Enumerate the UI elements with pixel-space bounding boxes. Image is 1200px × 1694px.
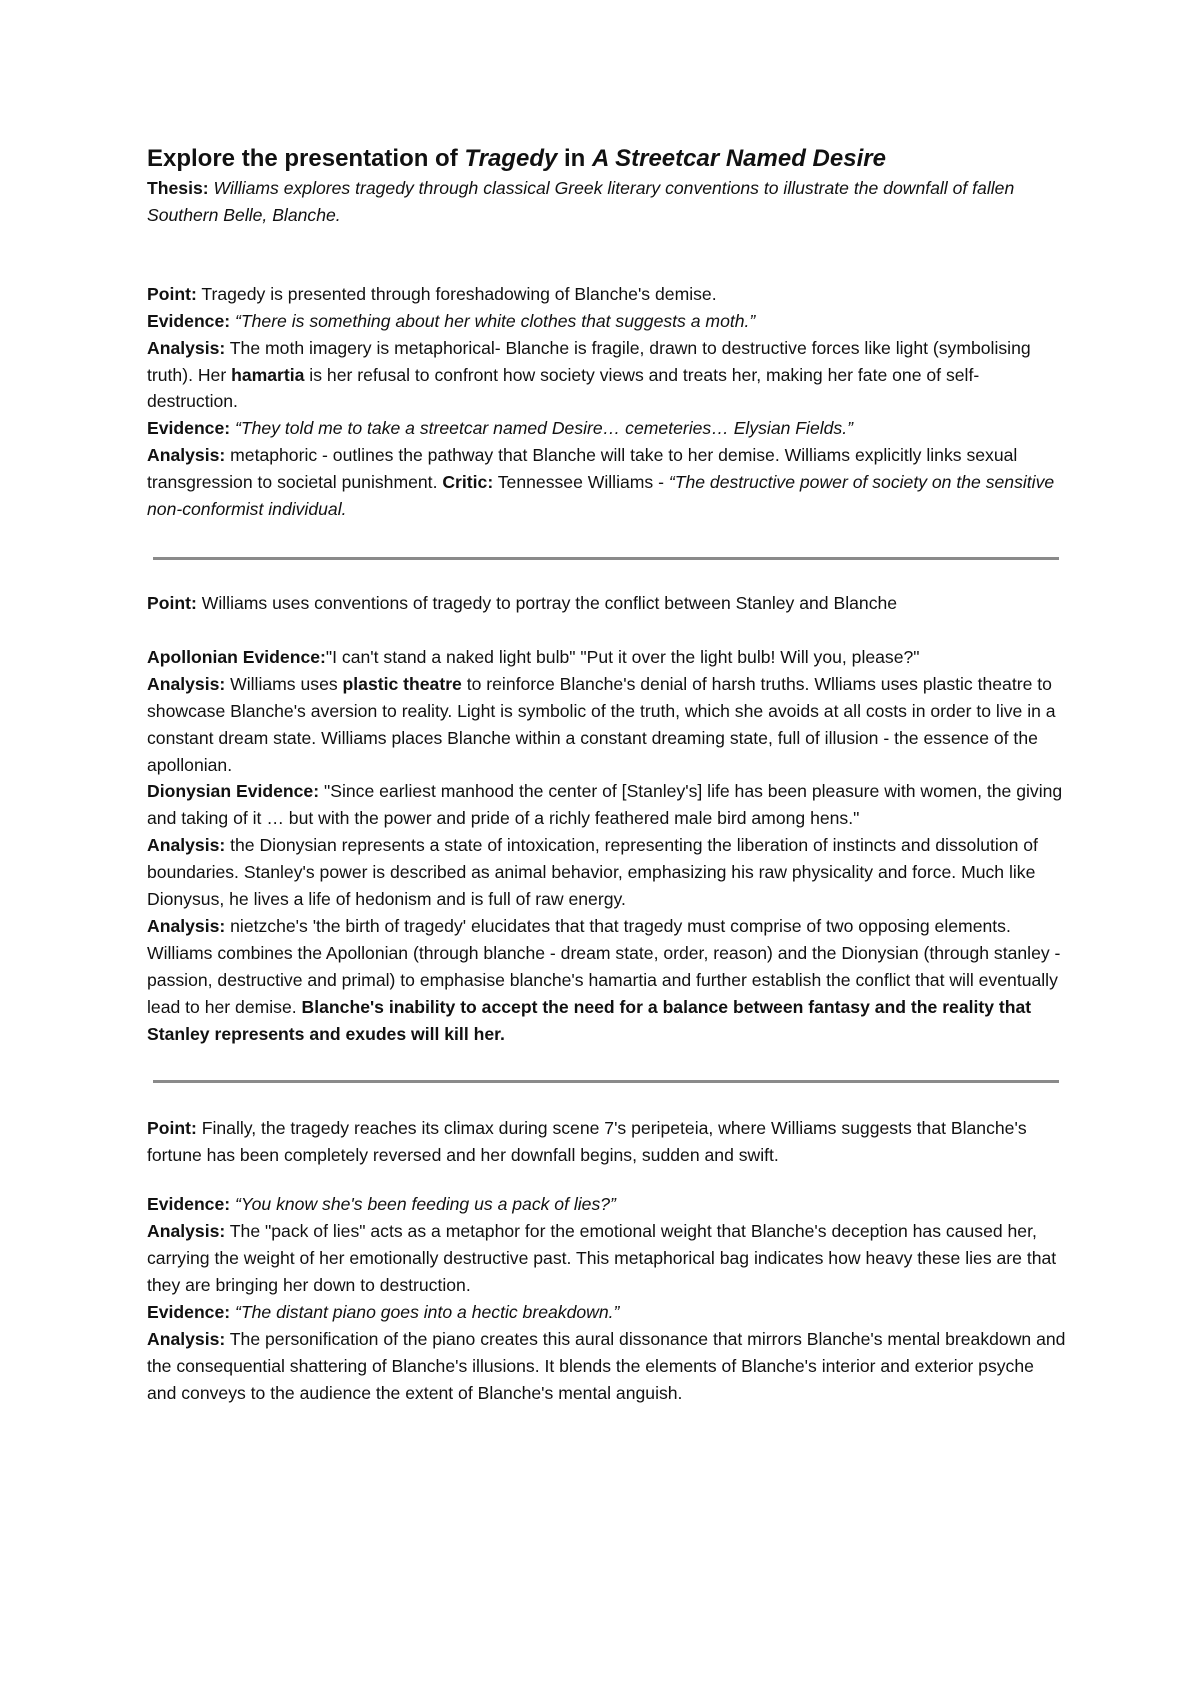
dionysian-label: Dionysian Evidence:: [147, 781, 320, 802]
evidence-label: Evidence:: [147, 1301, 231, 1322]
analysis-text-cont: is her refusal to confront how society views and treats her, making her fate one of self-destruction.: [147, 364, 980, 412]
critic-quote: “The destructive power of society on the sensitive non-conformist individual.: [147, 472, 1055, 520]
analysis-label: Analysis:: [147, 1221, 226, 1242]
analysis-text: metaphoric - outlines the pathway that Blanche will take to her demise. Williams explicitly links sexual transgression to societal punishment.: [147, 445, 1018, 493]
analysis-text: The personification of the piano creates this aural dissonance that mirrors Blanche's mental breakdown and the consequential shattering of Blanche's illusions. It blends the elements of Blanche's interior and exterior psyche and conveys to the audience the extent of Blanche's mental anguish.: [147, 1328, 1066, 1403]
dionysian-evidence: [147, 778, 1067, 832]
analysis-label: Analysis:: [147, 673, 226, 694]
title-italic-tragedy: Tragedy: [464, 145, 558, 172]
critic-text: Tennessee Williams -: [493, 472, 669, 493]
analysis-3b: [147, 1326, 1067, 1407]
evidence-1b: [147, 415, 1067, 442]
apollonian-evidence: [147, 644, 1067, 671]
point-1: [147, 281, 1067, 308]
evidence-label: Evidence:: [147, 1194, 231, 1215]
analysis-label: Analysis:: [147, 835, 226, 856]
page-title: [147, 143, 1067, 175]
analysis-text: The moth imagery is metaphorical- Blanche is fragile, drawn to destructive forces like light (symbolising truth). Her: [147, 337, 1031, 385]
analysis-text-cont: to reinforce Blanche's denial of harsh truths. Wlliams uses plastic theatre to showcase Blanche's aversion to reality. Light is symbolic of the truth, which she avoids at all costs in order to live in a constant dream state. Williams places Blanche within a constant dreaming state, full of illusion - the essence of the apollonian.: [147, 673, 1056, 775]
analysis-text: Williams uses: [225, 673, 343, 694]
analysis-label: Analysis:: [147, 445, 226, 466]
point-text: Williams uses conventions of tragedy to portray the conflict between Stanley and Blanche: [196, 592, 898, 613]
analysis-text: nietzche's 'the birth of tragedy' elucidates that that tragedy must comprise of two opposing elements. Williams combines the Apollonian (through blanche - dream state, order, reason) and the Dionysian (through stanley - passion, destructive and primal) to emphasise blanche's hamartia and further establish the conflict that will eventually lead to her demise.: [147, 915, 1061, 1017]
analysis-label: Analysis:: [147, 915, 226, 936]
evidence-label: Evidence:: [147, 418, 231, 439]
thesis: [147, 175, 1067, 229]
analysis-3a: [147, 1218, 1067, 1299]
analysis-1b: [147, 442, 1067, 523]
section-2: [147, 590, 1067, 1048]
analysis-text: The "pack of lies" acts as a metaphor for the emotional weight that Blanche's deception has caused her, carrying the weight of her emotionally destructive past. This metaphorical bag indicates how heavy these lies are that they are bringing her down to destruction.: [147, 1221, 1057, 1295]
section-3: [147, 1115, 1067, 1406]
analysis-2b: [147, 832, 1067, 913]
apollonian-label: Apollonian Evidence:: [147, 646, 326, 667]
evidence-3a: [147, 1191, 1067, 1218]
point-2: [147, 590, 1067, 617]
point-text: Tragedy is presented through foreshadowing of Blanche's demise.: [196, 283, 717, 304]
analysis-1a: [147, 335, 1067, 416]
dionysian-text: "Since earliest manhood the center of [Stanley's] life has been pleasure with women, the giving and taking of it … but with the power and pride of a richly feathered male bird among hens.": [147, 781, 1063, 829]
point-text: Finally, the tragedy reaches its climax during scene 7's peripeteia, where Williams suggests that Blanche's fortune has been completely reversed and her downfall begins, sudden and swift.: [147, 1118, 1027, 1166]
evidence-quote: “They told me to take a streetcar named Desire… cemeteries… Elysian Fields.”: [230, 418, 853, 439]
evidence-quote: “There is something about her white clothes that suggests a moth.”: [230, 310, 756, 331]
critic-label: Critic:: [442, 472, 494, 493]
analysis-bold: Blanche's inability to accept the need for a balance between fantasy and the reality that Stanley represents and exudes will kill her.: [147, 996, 1032, 1044]
section-1: [147, 281, 1067, 523]
analysis-bold: plastic theatre: [342, 673, 462, 694]
thesis-label: Thesis:: [147, 178, 209, 198]
analysis-label: Analysis:: [147, 1328, 226, 1349]
title-prefix: Explore the presentation of: [147, 145, 465, 172]
evidence-label: Evidence:: [147, 310, 231, 331]
evidence-1a: [147, 308, 1067, 335]
analysis-text: the Dionysian represents a state of intoxication, representing the liberation of instincts and dissolution of boundaries. Stanley's power is described as animal behavior, emphasizing his raw physicality and force. Much like Dionysus, he lives a life of hedonism and is full of raw energy.: [147, 835, 1038, 910]
title-mid: in: [557, 145, 592, 172]
title-italic-play: A Streetcar Named Desire: [592, 145, 886, 172]
analysis-2a: [147, 671, 1067, 779]
evidence-3b: [147, 1299, 1067, 1326]
point-label: Point:: [147, 283, 197, 304]
evidence-quote: “You know she's been feeding us a pack of lies?”: [230, 1194, 616, 1215]
analysis-2c: [147, 913, 1067, 1048]
apollonian-text: "I can't stand a naked light bulb" "Put it over the light bulb! Will you, please?": [325, 646, 920, 667]
document-page: [147, 143, 1067, 1407]
evidence-quote: “The distant piano goes into a hectic breakdown.”: [230, 1301, 620, 1322]
analysis-bold: hamartia: [231, 364, 305, 385]
thesis-text: Williams explores tragedy through classical Greek literary conventions to illustrate the downfall of fallen Southern Belle, Blanche.: [147, 178, 1015, 225]
point-3: [147, 1115, 1067, 1169]
analysis-label: Analysis:: [147, 337, 226, 358]
point-label: Point:: [147, 1118, 197, 1139]
point-label: Point:: [147, 592, 197, 613]
